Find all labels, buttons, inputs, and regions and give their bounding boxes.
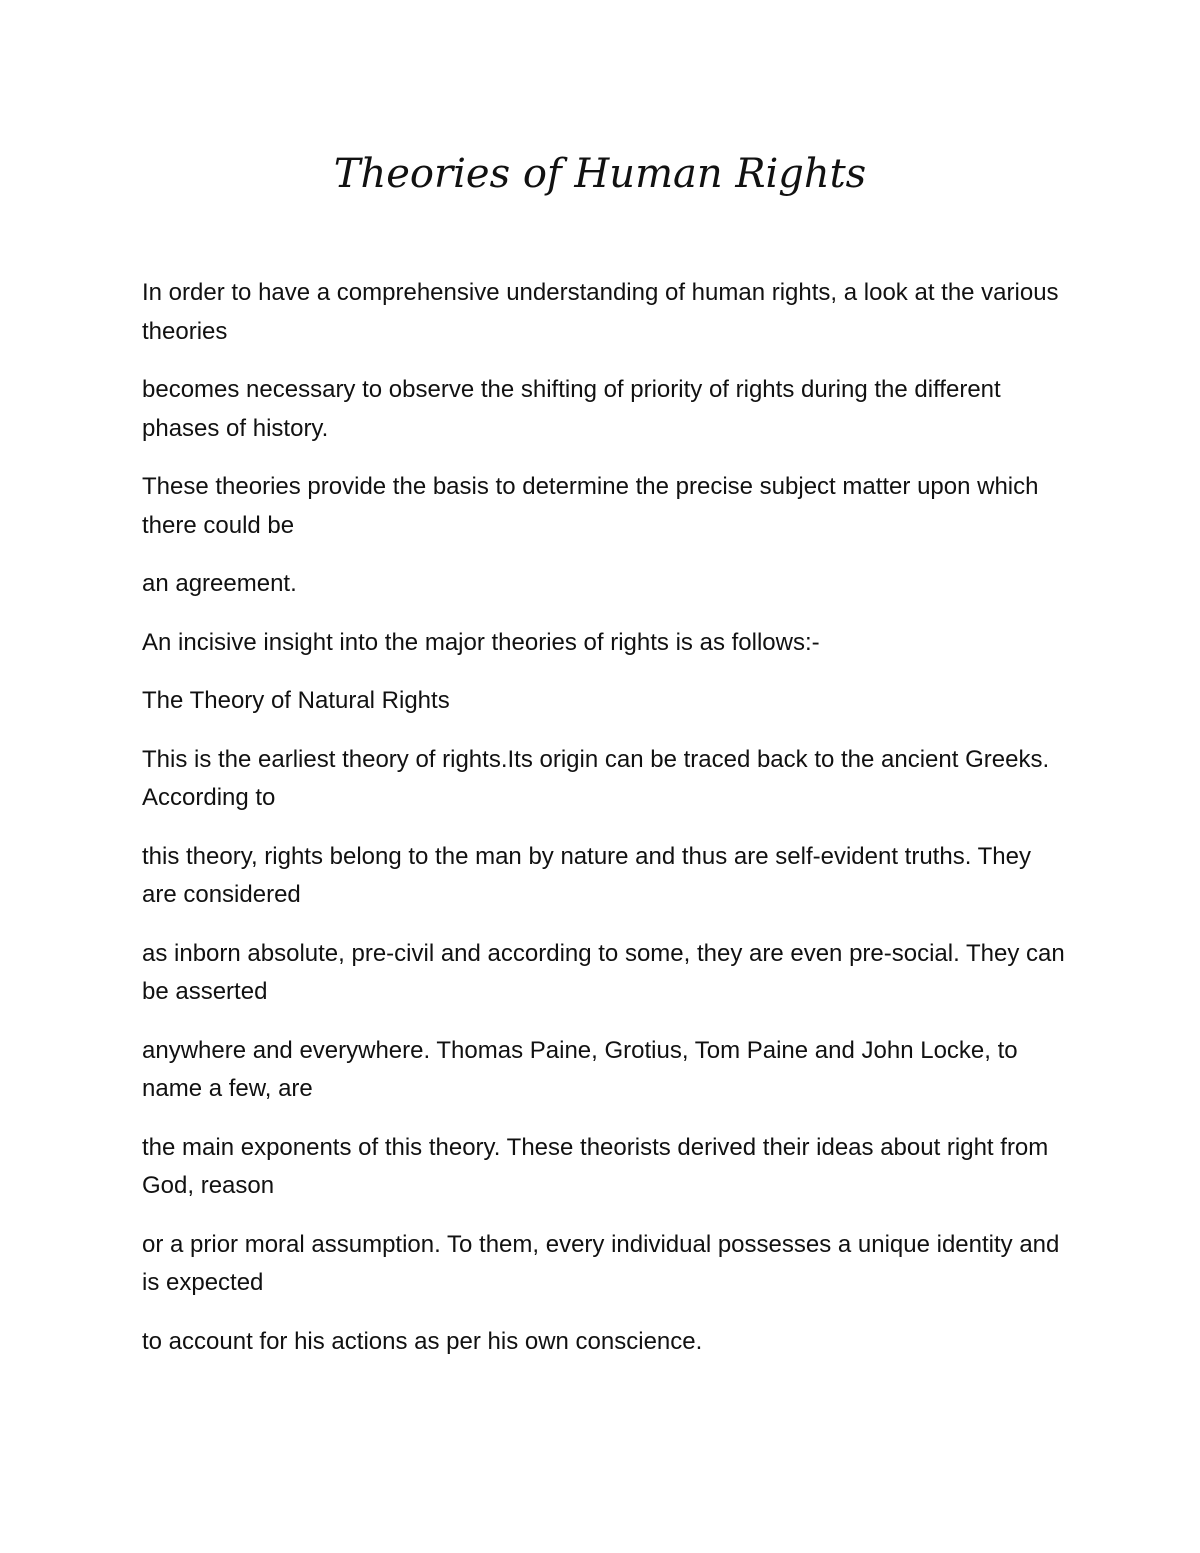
paragraph: In order to have a comprehensive understanding of human rights, a look at the various theories [142,279,1059,345]
paragraph: This is the earliest theory of rights.Its origin can be traced back to the ancient Greeks. According to [142,745,1050,811]
paragraph: These theories provide the basis to determine the precise subject matter upon which there could be [142,473,1039,539]
section-heading: The Theory of Natural Rights [142,687,450,714]
paragraph: anywhere and everywhere. Thomas Paine, Grotius, Tom Paine and John Locke, to name a few, are [142,1036,1018,1102]
paragraph: to account for his actions as per his own conscience. [142,1327,703,1355]
document-body [142,274,1072,1381]
paragraph: or a prior moral assumption. To them, every individual possesses a unique identity and is expected [142,1230,1060,1296]
paragraph: the main exponents of this theory. These theorists derived their ideas about right from God, reason [142,1133,1049,1199]
paragraph: An incisive insight into the major theories of rights is as follows:- [142,628,820,656]
paragraph: this theory, rights belong to the man by nature and thus are self-evident truths. They are considered [142,842,1031,908]
document-title: Theories of Human Rights [333,151,867,197]
paragraph: as inborn absolute, pre-civil and according to some, they are even pre-social. They can be asserted [142,939,1065,1005]
paragraph: becomes necessary to observe the shifting of priority of rights during the different phases of history. [142,376,1001,442]
paragraph: an agreement. [142,570,297,597]
